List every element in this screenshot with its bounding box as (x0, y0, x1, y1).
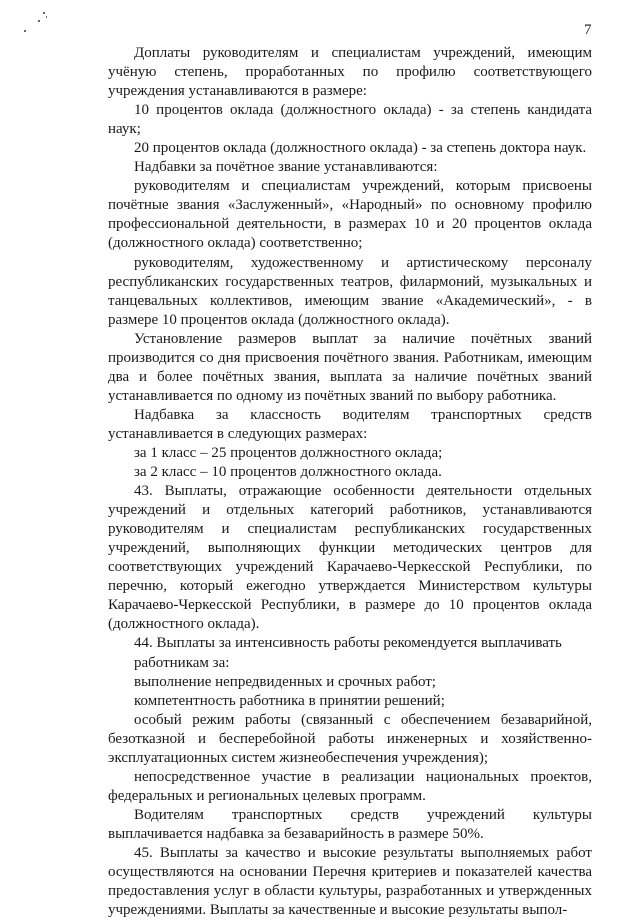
paragraph: 43. Выплаты, отражающие особенности деятельности отдельных учреждений и отдельных категорий работников, устанавливаются руководителям и специалистам республиканских государственных учреждений, выполняющих функции методических центров для соответствующих учреждений Карачаево-Черкесской Республики, по перечню, который ежегодно утверждается Министерством культуры Карачаево-Черкесской Республики, в размере до 10 процентов оклада (должностного оклада). (108, 483, 592, 633)
paragraph: Водителям транспортных средств учреждений культуры выплачивается надбавка за безаварийность в размере 50%. (108, 806, 592, 842)
paragraph: 45. Выплаты за качество и высокие результаты выполняемых работ осуществляются на основании Перечня критериев и показателей качества предоставления услуг в области культуры, разработанных и утвержденных учреждениями. Выплаты за качественные и высокие результаты выпол- (108, 844, 592, 919)
scan-speck (38, 20, 40, 22)
paragraph: за 1 класс – 25 процентов должностного оклада; (134, 444, 443, 461)
paragraph: 10 процентов оклада (должностного оклада) - за степень кандидата наук; (108, 102, 592, 138)
paragraph: непосредственное участие в реализации национальных проектов, федеральных и региональных целевых программ. (108, 768, 592, 804)
paragraph: 20 процентов оклада (должностного оклада) - за степень доктора наук. (134, 140, 587, 157)
paragraph: Установление размеров выплат за наличие почётных званий производится со дня присвоения почётного звания. Работникам, имеющим два и более почётных звания, выплата за наличие почётных званий устанавливается по одному из почётных званий по выбору работника. (108, 330, 592, 404)
paragraph: руководителям и специалистам учреждений, которым присвоены почётные звания «Заслуженный», «Народный» по основному профилю профессиональной деятельности, в размерах 10 и 20 процентов оклада (должностного оклада) соответственно; (108, 178, 592, 252)
paragraph: выполнение непредвиденных и срочных работ; (134, 673, 436, 690)
paragraph: работникам за: (134, 654, 230, 671)
document-body (108, 44, 592, 920)
paragraph: особый режим работы (связанный с обеспечением безаварийной, безотказной и бесперебойной работы инженерных и хозяйственно-эксплуатационных систем жизнеобеспечения учреждения); (108, 711, 592, 766)
paragraph: Надбавка за классность водителям транспортных средств устанавливается в следующих размерах: (108, 406, 592, 442)
paragraph: руководителям, художественному и артистическому персоналу республиканских государственных театров, филармоний, музыкальных и танцевальных коллективов, имеющим звание «Академический», - в размере 10 процентов оклада (должностного оклада). (108, 254, 592, 328)
scan-speck (24, 30, 26, 32)
paragraph: Надбавки за почётное звание устанавливаются: (134, 159, 438, 176)
scan-speck (43, 12, 45, 14)
paragraph: 44. Выплаты за интенсивность работы рекомендуется выплачивать (134, 635, 562, 652)
paragraph: за 2 класс – 10 процентов должностного оклада. (134, 464, 442, 481)
paragraph: компетентность работника в принятии решений; (134, 692, 445, 709)
scan-speck (46, 16, 47, 18)
paragraph: Доплаты руководителям и специалистам учреждений, имеющим учёную степень, проработанных по профилю соответствующего учреждения устанавливаются в размере: (108, 45, 592, 100)
page-number: 7 (584, 22, 592, 38)
